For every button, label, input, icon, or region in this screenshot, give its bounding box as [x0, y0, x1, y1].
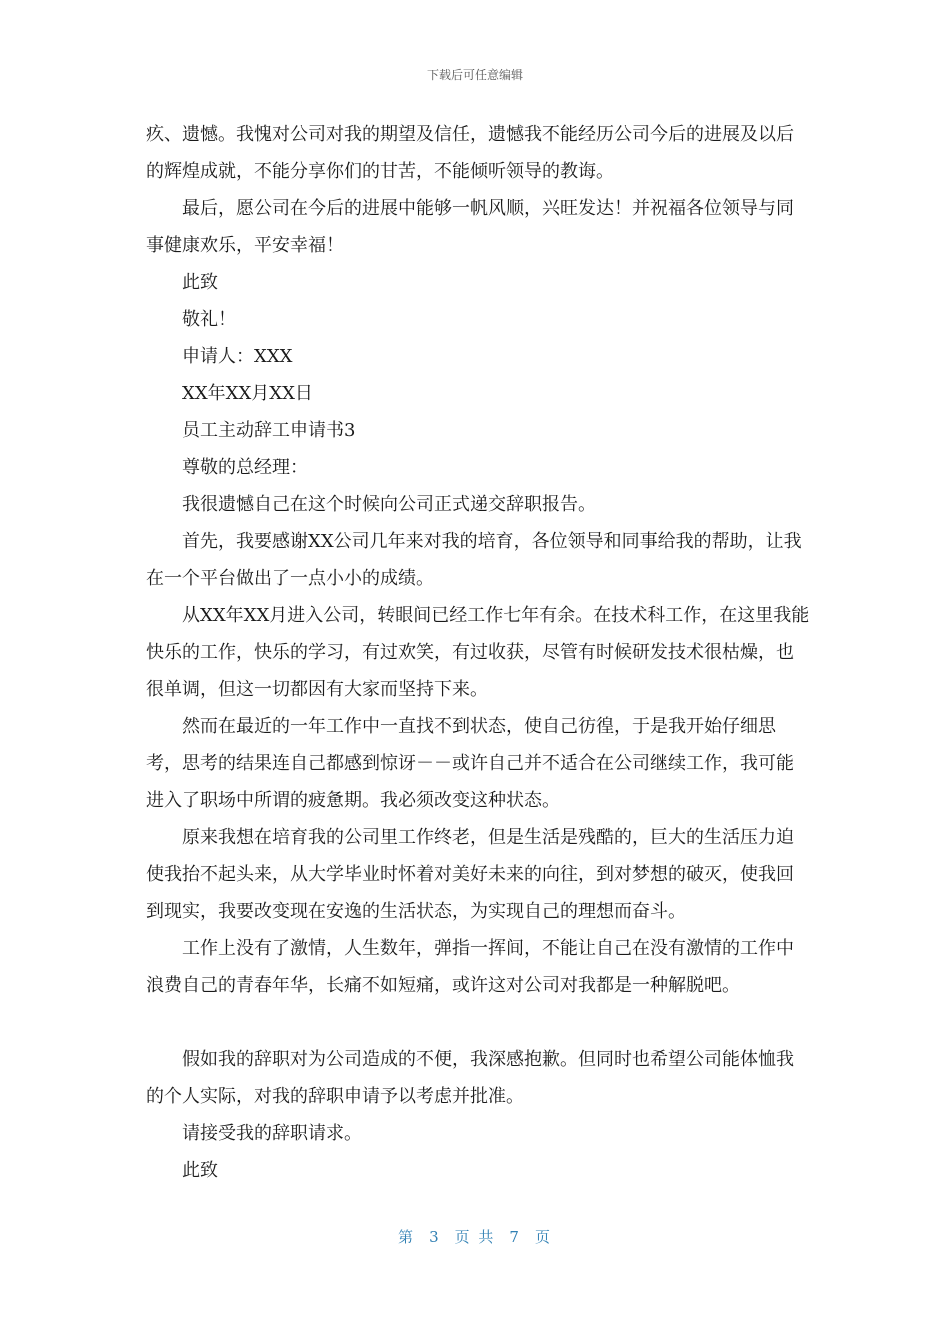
paragraph: 首先，我要感谢XX公司几年来对我的培育，各位领导和同事给我的帮助，让我在一个平台做出了一点小小的成绩。	[146, 531, 802, 589]
page-header: 下载后可任意编辑	[426, 68, 523, 82]
paragraph: 原来我想在培育我的公司里工作终老，但是生活是残酷的，巨大的生活压力迫使我抬不起头来，从大学毕业时怀着对美好未来的向往，到对梦想的破灭，使我回到现实，我要改变现在安逸的生活状态，为实现自己的理想而奋斗。	[146, 827, 794, 922]
closing-regards: 敬礼！	[182, 309, 236, 330]
applicant-line: 申请人：XXX	[182, 346, 293, 367]
footer-suffix: 页	[534, 1228, 552, 1246]
closing-salutation: 此致	[182, 272, 218, 293]
paragraph: 请接受我的辞职请求。	[182, 1123, 362, 1144]
footer-prefix: 第	[398, 1228, 416, 1246]
paragraph: 工作上没有了激情，人生数年，弹指一挥间，不能让自己在没有激情的工作中浪费自己的青春年华，长痛不如短痛，或许这对公司对我都是一种解脱吧。	[146, 938, 794, 996]
footer-middle: 页 共	[454, 1228, 496, 1246]
date-line: XX年XX月XX日	[182, 383, 313, 404]
paragraph: 假如我的辞职对为公司造成的不便，我深感抱歉。但同时也希望公司能体恤我的个人实际，对我的辞职申请予以考虑并批准。	[146, 1049, 794, 1107]
closing-salutation: 此致	[182, 1160, 218, 1181]
page-footer	[0, 1226, 950, 1247]
paragraph: 我很遗憾自己在这个时候向公司正式递交辞职报告。	[182, 494, 596, 515]
paragraph: 最后，愿公司在今后的进展中能够一帆风顺，兴旺发达！并祝福各位领导与同事健康欢乐，平安幸福！	[146, 198, 794, 256]
greeting: 尊敬的总经理：	[182, 457, 308, 478]
footer-page-number: 3	[429, 1228, 441, 1246]
paragraph: 然而在最近的一年工作中一直找不到状态，使自己彷徨，于是我开始仔细思考，思考的结果连自己都感到惊讶－－或许自己并不适合在公司继续工作，我可能进入了职场中所谓的疲惫期。我必须改变这种状态。	[146, 716, 794, 811]
footer-total-pages: 7	[509, 1228, 521, 1246]
paragraph: 从XX年XX月进入公司，转眼间已经工作七年有余。在技术科工作，在这里我能快乐的工作，快乐的学习，有过欢笑，有过收获，尽管有时候研发技术很枯燥，也很单调，但这一切都因有大家而坚持下来。	[146, 605, 810, 700]
section-title: 员工主动辞工申请书3	[182, 420, 356, 441]
document-body	[146, 116, 810, 1189]
paragraph: 疚、遗憾。我愧对公司对我的期望及信任，遗憾我不能经历公司今后的进展及以后的辉煌成就，不能分享你们的甘苦，不能倾听领导的教诲。	[146, 124, 794, 182]
